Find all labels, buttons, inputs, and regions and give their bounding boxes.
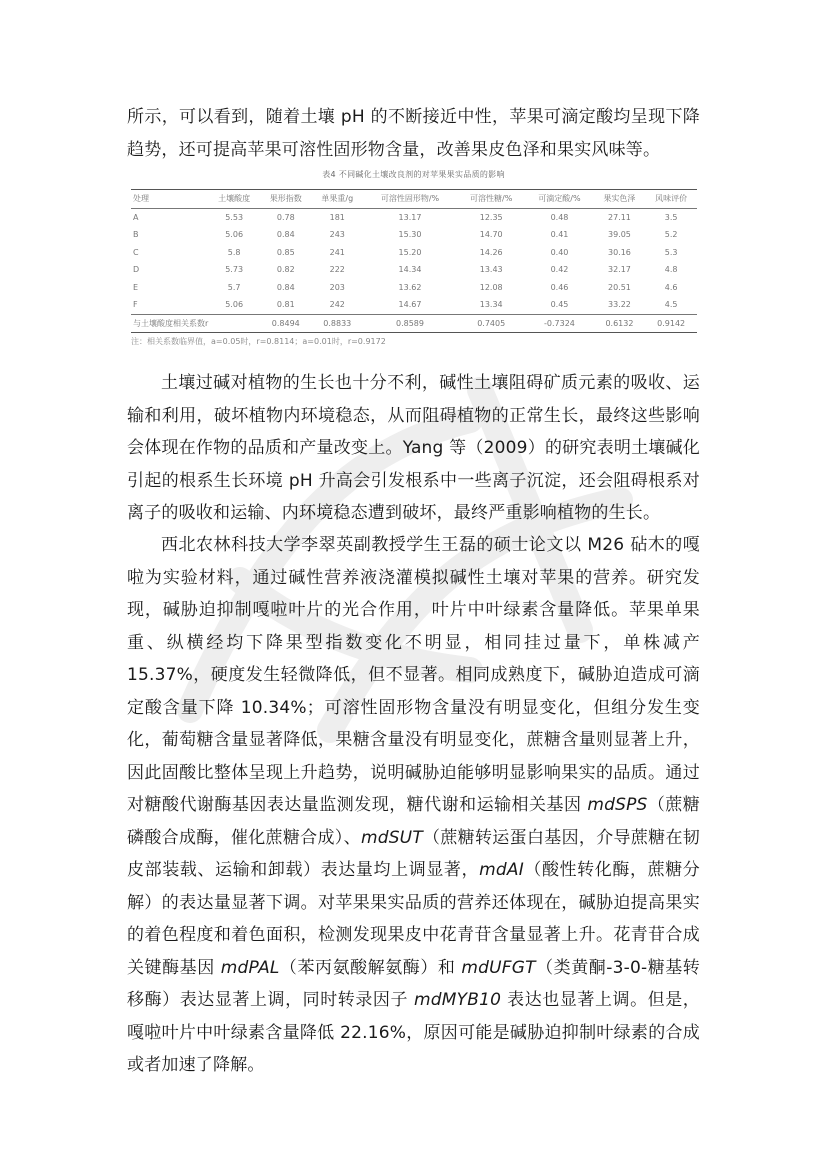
text-run: （蔗糖转运蛋白基因，介导蔗糖在韧皮部装载、运输和卸载）表达量均上调显著， xyxy=(127,827,700,880)
table-note: 注：相关系数临界值，a=0.05时，r=0.8114；a=0.01时，r=0.9172 xyxy=(131,337,386,346)
header-cell: 可溶性固形物/% xyxy=(380,194,440,204)
table-cell: 5.3 xyxy=(664,247,678,257)
table-cell: 0.46 xyxy=(550,282,569,292)
table-cell: 181 xyxy=(329,212,345,222)
table-row xyxy=(131,244,697,262)
table-cell: 5.73 xyxy=(225,265,244,275)
header-cell: 处理 xyxy=(133,194,149,204)
header-cell: 果实色泽 xyxy=(603,194,636,204)
table-cell: 5.53 xyxy=(225,212,244,222)
table-cell: 242 xyxy=(329,300,345,310)
table-cell: 0.7405 xyxy=(477,318,506,328)
table-cell: 0.82 xyxy=(276,265,295,275)
table-cell: 14.26 xyxy=(479,247,503,257)
gene-name: mdMYB10 xyxy=(414,990,502,1010)
table-cell: 0.78 xyxy=(276,212,295,222)
table-cell: 13.34 xyxy=(479,300,503,310)
table-cell: 0.42 xyxy=(550,265,569,275)
intro-paragraph: 所示，可以看到，随着土壤 pH 的不断接近中性，苹果可滴定酸均呈现下降趋势，还可提高苹果可溶性固形物含量，改善果皮色泽和果实风味等。 xyxy=(127,107,700,160)
table-cell: 0.45 xyxy=(550,300,569,310)
table-cell: 0.8494 xyxy=(271,318,300,328)
header-cell: 单果重/g xyxy=(321,194,354,204)
table-row xyxy=(131,279,697,297)
table-cell: 33.22 xyxy=(607,300,631,310)
table-row xyxy=(131,226,697,244)
quality-table xyxy=(131,189,697,333)
body-paragraph xyxy=(127,529,700,1082)
table-cell: 14.70 xyxy=(479,230,503,240)
gene-name: mdAI xyxy=(479,860,524,880)
table-cell: 20.51 xyxy=(607,282,631,292)
table-cell: 13.17 xyxy=(398,212,422,222)
table-cell: 13.43 xyxy=(479,265,503,275)
table-cell: 0.48 xyxy=(550,212,569,222)
table-cell: 5.2 xyxy=(664,230,678,240)
table-cell: B xyxy=(133,230,139,240)
text-run: （苯丙氨酸解氨酶）和 xyxy=(279,957,462,978)
header-cell: 可滴定酸/% xyxy=(538,194,581,204)
table-cell: -0.7324 xyxy=(544,318,575,328)
table-cell: 12.08 xyxy=(479,282,503,292)
table-row xyxy=(131,296,697,314)
table-cell: 0.9142 xyxy=(657,318,686,328)
table-cell: F xyxy=(133,300,138,310)
table-cell: 0.84 xyxy=(276,282,295,292)
table-cell: 0.84 xyxy=(276,230,295,240)
table-cell: 0.8833 xyxy=(323,318,352,328)
table-cell: 27.11 xyxy=(607,212,631,222)
table-cell: A xyxy=(133,212,139,222)
table-cell: 4.6 xyxy=(664,282,678,292)
table-cell: 5.8 xyxy=(227,247,241,257)
table-cell: 0.40 xyxy=(550,247,569,257)
table-cell: 15.30 xyxy=(398,230,422,240)
header-cell: 土壤酸度 xyxy=(218,194,251,204)
table-cell: 39.05 xyxy=(607,230,631,240)
table-cell: 5.7 xyxy=(227,282,241,292)
table-cell: 30.16 xyxy=(607,247,631,257)
table-cell: 4.8 xyxy=(664,265,678,275)
table-caption: 表4 不同碱化土壤改良剂的对苹果果实品质的影响 xyxy=(322,170,505,179)
table-cell: 14.67 xyxy=(398,300,422,310)
gene-name: mdUFGT xyxy=(461,957,536,978)
table-cell: E xyxy=(133,282,139,292)
text-run: （类黄酮-3-0-糖基转移酶）表达显著上调，同时转录因子 xyxy=(127,957,700,1010)
table-row xyxy=(131,208,697,226)
text-run: （酸性转化酶，蔗糖分解）的表达量显著下调。对苹果果实品质的营养还体现在，碱胁迫提高果实的着色程度和着色面积，检测发现果皮中花青苷含量显著上升。花青苷合成关键酶基因 xyxy=(127,860,701,978)
text-run: 西北农林科技大学李翠英副教授学生王磊的硕士论文以 M26 砧木的嘎啦为实验材料，通过碱性营养液浇灌模拟碱性土壤对苹果的营养。研究发现，碱胁迫抑制嘎啦叶片的光合作用，叶片中叶绿素含量降低。苹果单果重、纵横经均下降果型指数变化不明显，相同挂过量下，单株减产 15.37%，硬度发生轻微降低，但不显著。相同成熟度下，碱胁迫造成可滴定酸含量下降 10.34%；可溶性固形物含量没有明显变化，但组分发生变化，葡萄糖含量显著降低，果糖含量没有明显变化，蔗糖含量则显著上升，因此固酸比整体呈现上升趋势，说明碱胁迫能够明显影响果实的品质。通过对糖酸代谢酶基因表达量监测发现，糖代谢和运输相关基因 xyxy=(127,535,700,815)
gene-name: mdPAL xyxy=(220,957,280,978)
body-paragraph: 土壤过碱对植物的生长也十分不利，碱性土壤阻碍矿质元素的吸收、运输和利用，破坏植物内环境稳态，从而阻碍植物的正常生长，最终这些影响会体现在作物的品质和产量改变上。Yang 等（2009）的研究表明土壤碱化引起的根系生长环境 pH 升高会引发根系中一些离子沉淀，还会阻碍根系对离子的吸收和运输、内环境稳态遭到破坏，最终严重影响植物的生长。 xyxy=(127,373,700,523)
text-run: 表达也显著上调。但是，嘎啦叶片中叶绿素含量降低 22.16%，原因可能是碱胁迫抑制叶绿素的合成或者加速了降解。 xyxy=(127,990,700,1075)
table-cell: 5.06 xyxy=(225,300,244,310)
table-cell: 3.5 xyxy=(664,212,678,222)
table-cell: 15.20 xyxy=(398,247,422,257)
table-row xyxy=(131,261,697,279)
table-cell: D xyxy=(133,265,140,275)
table-header-row xyxy=(131,190,697,209)
table-cell: 222 xyxy=(329,265,345,275)
table-cell: 12.35 xyxy=(479,212,503,222)
table-cell: 5.06 xyxy=(225,230,244,240)
table-cell: 0.8589 xyxy=(395,318,424,328)
table-cell: 243 xyxy=(329,230,345,240)
gene-name: mdSPS xyxy=(587,795,648,815)
table-cell: 203 xyxy=(329,282,345,292)
table-cell: 与土壤酸度相关系数r xyxy=(133,318,209,328)
gene-name: mdSUT xyxy=(360,827,423,848)
table-cell: 14.34 xyxy=(398,265,422,275)
table-cell: C xyxy=(133,247,139,257)
table-cell: 0.6132 xyxy=(605,318,634,328)
text-run: （蔗糖磷酸合成酶，催化蔗糖合成）、 xyxy=(127,795,700,848)
header-cell: 风味评价 xyxy=(655,194,688,204)
table-cell: 0.41 xyxy=(550,230,569,240)
table-cell: 0.85 xyxy=(276,247,295,257)
table-cell: 13.62 xyxy=(398,282,422,292)
table-cell xyxy=(208,314,260,333)
table-cell: 4.5 xyxy=(664,300,678,310)
header-cell: 果形指数 xyxy=(269,194,302,204)
table-cell: 241 xyxy=(329,247,345,257)
table-cell: 0.81 xyxy=(276,300,295,310)
correlation-row xyxy=(131,314,697,333)
table-cell: 32.17 xyxy=(607,265,631,275)
header-cell: 可溶性糖/% xyxy=(470,194,513,204)
